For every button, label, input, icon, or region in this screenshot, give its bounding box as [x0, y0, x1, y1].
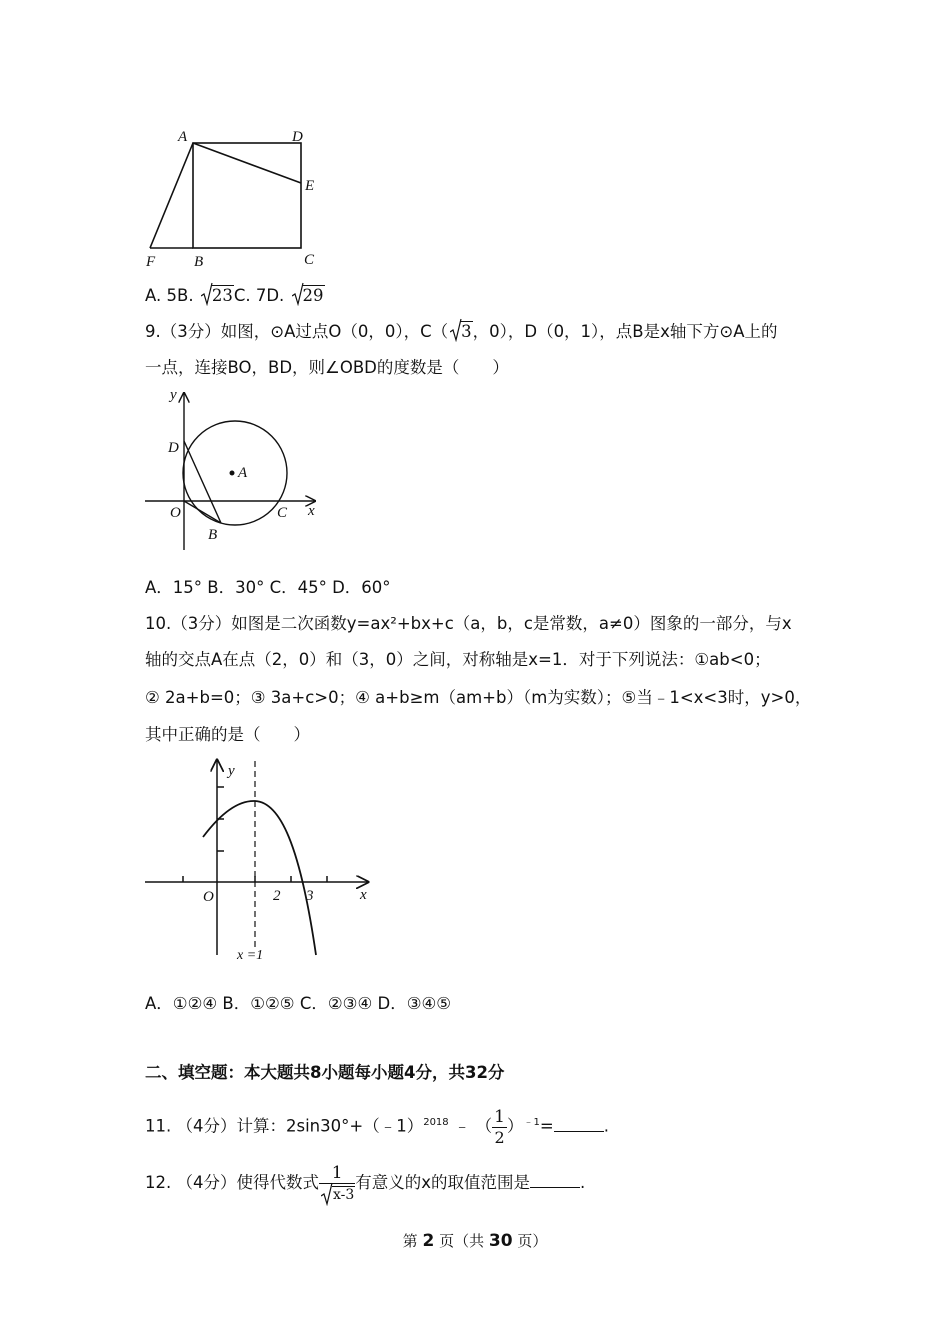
q10-options: A．①②④ B．①②⑤ C．②③④ D．③④⑤ — [145, 994, 452, 1013]
sqrt-x-3: x-3 — [321, 1184, 355, 1205]
label-e: E — [305, 178, 315, 194]
q9-options: A．15° B．30° C．45° D．60° — [145, 578, 391, 597]
label-d: D — [292, 129, 303, 145]
section-2-title: 二、填空题：本大题共8小题每小题4分，共32分 — [145, 1063, 505, 1082]
q10-line-4: 其中正确的是（ ） — [145, 725, 310, 744]
label-c: C — [304, 252, 315, 268]
label-a: A — [238, 465, 248, 481]
q12-line: 12. （4分）使得代数式 $\frac{1}{x-3}$ 有意义的x的取值范围是 . — [145, 1162, 586, 1203]
label-c: C — [277, 505, 288, 521]
answer-blank[interactable] — [554, 1115, 604, 1132]
q8-option-d: D. — [266, 286, 285, 305]
label-y: y — [170, 387, 177, 403]
label-f: F — [146, 254, 156, 270]
label-o: O — [170, 505, 181, 521]
label-x: x — [308, 503, 315, 519]
segment-ae — [193, 143, 301, 183]
sqrt-29: 29 — [292, 284, 325, 308]
q10-line-1: 10.（3分）如图是二次函数y=ax²+bx+c（a，b，c是常数，a≠0）图象的一部分，与x — [145, 614, 792, 633]
label-x: x — [360, 887, 367, 903]
label-y: y — [228, 763, 235, 779]
sqrt-23: 23 — [201, 284, 234, 308]
q8-option-b: B. — [177, 286, 194, 305]
answer-blank[interactable] — [530, 1171, 580, 1188]
sqrt-3: 3 — [450, 320, 473, 344]
q10-line-3: ② 2a+b=0；③ 3a+c>0；④ a+b≥m（am+b）（m为实数）；⑤当﹣1<x<3时，y>0， — [145, 688, 812, 707]
segment-db — [184, 441, 221, 523]
q10-figure — [140, 755, 380, 970]
label-d: D — [168, 440, 179, 456]
q11-line: 11. （4分）计算：2sin30°+（﹣1）$^{2018}$ ﹣ （ $\frac{1}{2}$ ）$^{﹣1}$= . — [145, 1106, 609, 1147]
current-page: 2 — [422, 1231, 435, 1251]
q8-option-a: A. 5 — [145, 286, 177, 305]
label-symmetry: x =1 — [237, 948, 264, 963]
total-pages: 30 — [488, 1231, 513, 1251]
label-b: B — [208, 527, 218, 543]
q10-line-2: 轴的交点A在点（2，0）和（3，0）之间，对称轴是x=1．对于下列说法：①ab<0； — [145, 650, 771, 669]
label-2: 2 — [273, 888, 281, 904]
label-o: O — [203, 889, 214, 905]
segment-af — [150, 143, 193, 248]
q9-figure — [140, 385, 340, 560]
fraction-one-half: $\frac{1}{2}$ — [494, 1106, 505, 1147]
label-b: B — [194, 254, 204, 270]
square-abcd — [193, 143, 301, 248]
q8-option-c: C. 7 — [233, 286, 267, 305]
q9-line-2: 一点，连接BO，BD，则∠OBD的度数是（ ） — [145, 358, 509, 377]
label-3: 3 — [306, 888, 314, 904]
fraction-expression: $\frac{1}{x-3}$ — [319, 1163, 355, 1205]
q8-figure — [140, 125, 330, 270]
label-a: A — [178, 129, 188, 145]
parabola-curve — [203, 801, 316, 955]
q8-options — [145, 284, 325, 308]
q9-line-1: 9.（3分）如图，⊙A过点O（0，0），C（ 3，0），D（0，1），点B是x轴下方⊙A上的 — [145, 320, 778, 344]
center-point-a — [230, 471, 235, 476]
page-footer: 第 2 页（共 30 页） — [402, 1231, 548, 1251]
